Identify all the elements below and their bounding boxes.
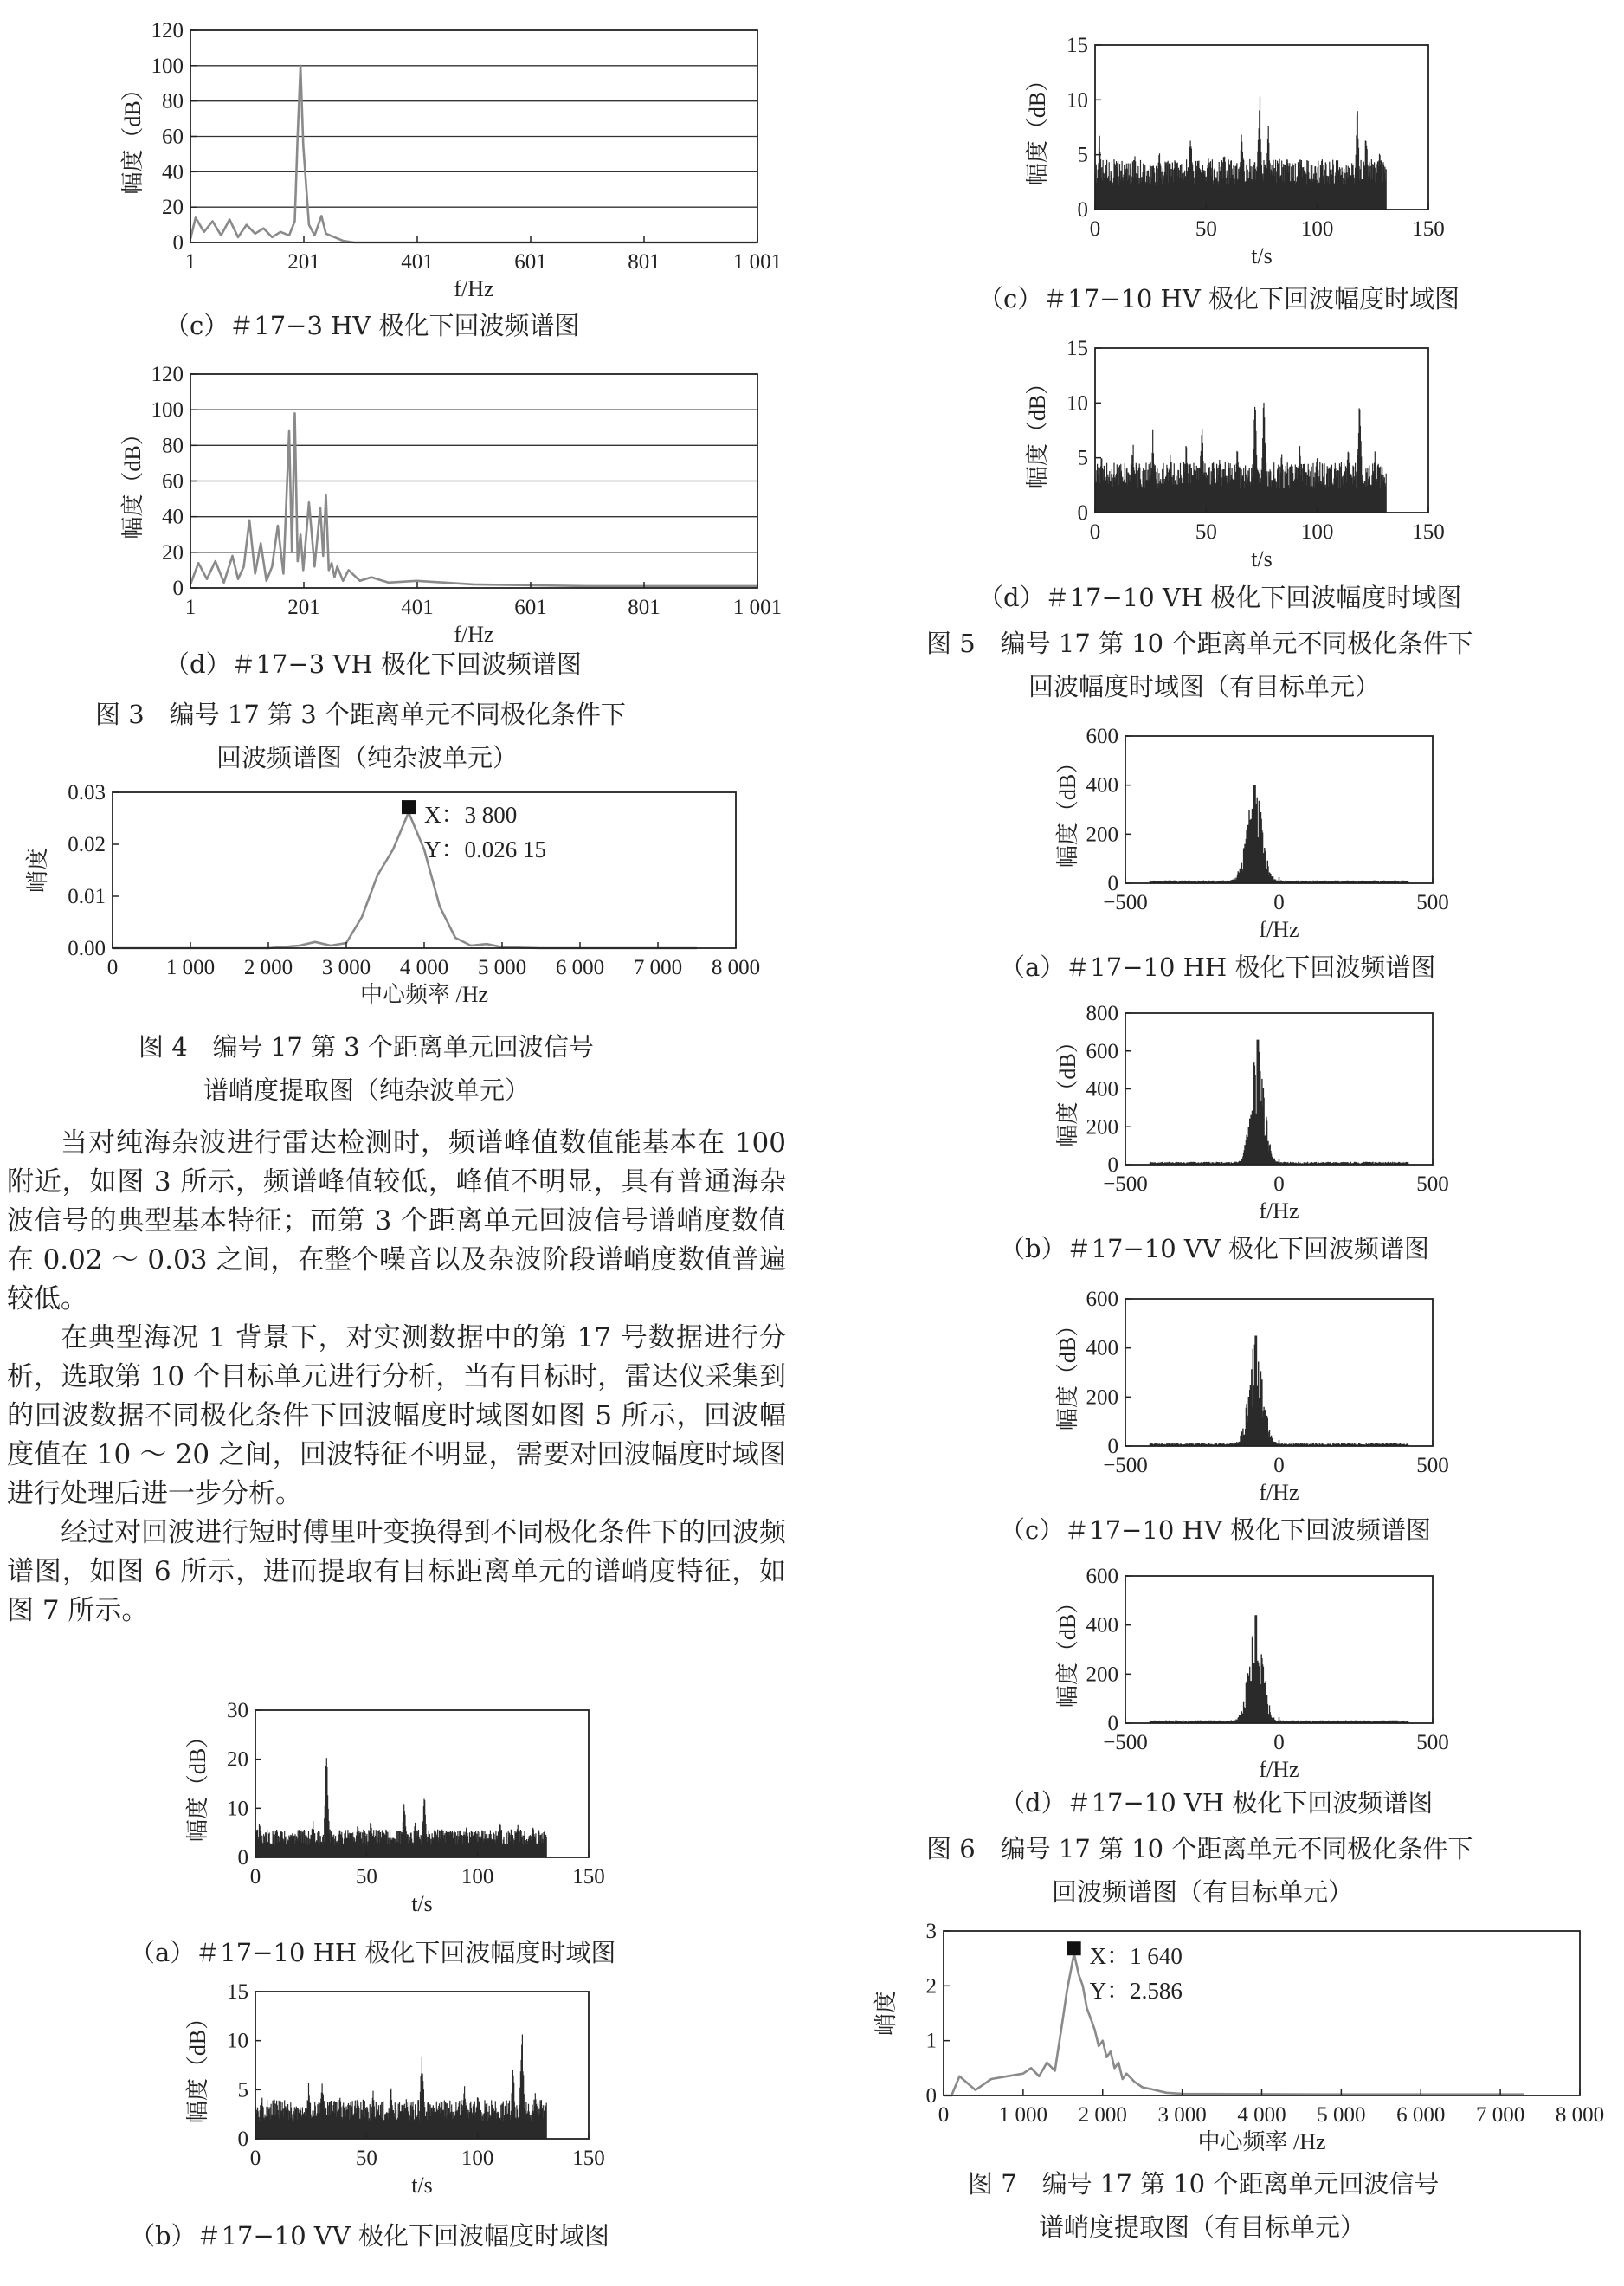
x-tick-label: 500	[1416, 1731, 1449, 1754]
y-tick-label: 5	[1077, 446, 1088, 470]
y-tick-label: 80	[162, 434, 184, 458]
figure-5-caption-line1: 图 5 编号 17 第 10 个距离单元不同极化条件下	[926, 629, 1473, 658]
series-line	[255, 2035, 546, 2140]
y-tick-label: 0	[1107, 1153, 1118, 1177]
x-axis-label: t/s	[1251, 243, 1273, 268]
y-tick-label: 100	[151, 398, 184, 423]
y-axis-label: 幅度（dB）	[1055, 1030, 1080, 1147]
series-line	[255, 1758, 546, 1857]
chart-fig3c	[113, 9, 788, 303]
chart-fig5d	[1004, 329, 1489, 572]
y-tick-label: 10	[1067, 88, 1088, 113]
x-tick-label: 3 000	[1157, 2103, 1207, 2127]
x-tick-label: 3 000	[321, 956, 371, 979]
x-tick-label: 0	[1273, 1731, 1285, 1754]
y-tick-label: 600	[1086, 1288, 1118, 1311]
x-tick-label: 50	[355, 2147, 377, 2170]
figure-5d-caption: （d）＃17−10 VH 极化下回波幅度时域图	[978, 583, 1462, 612]
x-tick-label: 2 000	[1078, 2103, 1127, 2127]
figure-3-caption-line2: 回波频谱图（纯杂波单元）	[216, 743, 519, 772]
x-tick-label: 0	[1273, 891, 1285, 914]
x-tick-label: 50	[355, 1865, 377, 1889]
series-line	[1150, 785, 1408, 883]
y-tick-label: 10	[227, 2029, 248, 2053]
x-tick-label: 1	[184, 250, 197, 274]
y-tick-label: 0	[237, 2128, 248, 2151]
y-tick-label: 600	[1086, 1565, 1118, 1588]
chart-fig6d	[1030, 1559, 1463, 1788]
figure-4	[0, 779, 788, 1013]
x-tick-label: 500	[1416, 1172, 1449, 1196]
x-tick-label: 6 000	[1396, 2103, 1446, 2127]
x-tick-label: 0	[1273, 1454, 1285, 1477]
plot-frame	[1125, 1576, 1433, 1723]
figure-5b-caption: （b）＃17−10 VV 极化下回波幅度时域图	[130, 2221, 609, 2250]
figure-5a	[164, 1697, 632, 1922]
y-tick-label: 20	[162, 196, 184, 220]
y-tick-label: 0	[172, 577, 184, 600]
y-tick-label: 10	[227, 1797, 248, 1821]
x-tick-label: 5 000	[477, 956, 527, 979]
chart-fig6c	[1030, 1282, 1463, 1511]
x-tick-label: 0	[106, 956, 119, 979]
x-axis-label: 中心频率 /Hz	[1197, 2129, 1326, 2154]
y-tick-label: 3	[925, 1920, 937, 1943]
y-tick-label: 40	[162, 160, 184, 184]
y-axis-label: 幅度（dB）	[120, 423, 145, 539]
figure-6b	[1030, 996, 1463, 1225]
x-tick-label: 100	[1300, 217, 1334, 241]
x-tick-label: 150	[1412, 217, 1445, 241]
paragraph: 经过对回波进行短时傅里叶变换得到不同极化条件下的回波频谱图，如图 6 所示，进而提取有目标距离单元的谱峭度特征，如图 7 所示。	[7, 1517, 786, 1626]
x-tick-label: 401	[401, 250, 434, 274]
y-tick-label: 15	[1067, 34, 1088, 57]
x-tick-label: 0	[249, 2147, 261, 2170]
x-tick-label: 0	[249, 1865, 261, 1889]
figure-6c	[1030, 1282, 1463, 1511]
series-line	[190, 413, 757, 586]
figure-6-caption-line2: 回波频谱图（有目标单元）	[1052, 1877, 1354, 1907]
y-tick-label: 5	[1077, 143, 1088, 167]
y-tick-label: 600	[1086, 1039, 1118, 1063]
chart-fig5c	[1004, 26, 1489, 268]
x-tick-label: 150	[572, 2147, 605, 2170]
series-line	[1150, 1040, 1408, 1165]
x-tick-label: −500	[1103, 1731, 1148, 1754]
x-axis-label: f/Hz	[1259, 917, 1299, 942]
y-tick-label: 120	[151, 19, 184, 42]
figure-6-caption-line1: 图 6 编号 17 第 10 个距离单元不同极化条件下	[926, 1834, 1473, 1863]
x-tick-label: 500	[1416, 1454, 1449, 1477]
figure-3d	[113, 355, 788, 645]
y-tick-label: 0	[1107, 1712, 1118, 1735]
x-tick-label: 150	[1412, 520, 1445, 544]
x-tick-label: 4 000	[1237, 2103, 1286, 2127]
x-tick-label: 500	[1416, 891, 1449, 914]
y-axis-label: 幅度（dB）	[1055, 1591, 1080, 1708]
y-tick-label: 400	[1086, 1077, 1118, 1101]
y-axis-label: 幅度（dB）	[1055, 751, 1080, 869]
chart-fig4	[0, 779, 788, 1013]
x-axis-label: f/Hz	[1259, 1480, 1299, 1505]
x-tick-label: 4 000	[399, 956, 449, 979]
x-tick-label: 601	[514, 250, 547, 274]
datatip-y: Y：0.026 15	[424, 836, 546, 863]
figure-6c-caption: （c）＃17−10 HV 极化下回波频谱图	[1000, 1515, 1432, 1545]
y-tick-label: 0	[1077, 501, 1088, 525]
x-axis-label: t/s	[411, 2173, 433, 2198]
y-tick-label: 200	[1086, 1115, 1118, 1140]
y-tick-label: 20	[227, 1747, 248, 1772]
series-line	[190, 66, 757, 242]
y-tick-label: 30	[227, 1699, 248, 1722]
x-tick-label: 0	[1089, 217, 1101, 241]
datatip-marker	[1067, 1941, 1081, 1955]
x-tick-label: 150	[572, 1865, 605, 1889]
y-tick-label: 0.01	[68, 885, 106, 908]
figure-3-caption-line1: 图 3 编号 17 第 3 个距离单元不同极化条件下	[95, 700, 626, 729]
plot-frame	[1125, 1299, 1433, 1446]
y-tick-label: 400	[1086, 1613, 1118, 1637]
x-axis-label: f/Hz	[454, 276, 494, 301]
series-line	[1095, 97, 1386, 210]
x-tick-label: −500	[1103, 891, 1148, 914]
figure-7-caption-line2: 谱峭度提取图（有目标单元）	[1039, 2212, 1366, 2242]
figure-5d	[1004, 329, 1489, 572]
figure-5c-caption: （c）＃17−10 HV 极化下回波幅度时域图	[978, 284, 1460, 313]
x-tick-label: 1 000	[165, 956, 216, 979]
series-line	[1095, 403, 1386, 513]
figure-3c-caption: （c）＃17−3 HV 极化下回波频谱图	[164, 311, 580, 340]
y-tick-label: 5	[237, 2078, 248, 2102]
y-tick-label: 0	[1107, 872, 1118, 895]
y-axis-label: 幅度（dB）	[1025, 68, 1050, 186]
y-tick-label: 20	[162, 540, 184, 565]
x-axis-label: f/Hz	[1259, 1198, 1299, 1224]
y-tick-label: 1	[925, 2029, 937, 2053]
chart-fig6b	[1030, 996, 1463, 1225]
y-tick-label: 0	[1107, 1435, 1118, 1458]
y-tick-label: 80	[162, 89, 184, 113]
x-axis-label: t/s	[411, 1891, 433, 1916]
y-axis-label: 幅度（dB）	[185, 1725, 210, 1843]
figure-5a-caption: （a）＃17−10 HH 极化下回波幅度时域图	[130, 1938, 616, 1967]
x-tick-label: 0	[1089, 520, 1101, 544]
y-tick-label: 15	[227, 1980, 248, 2004]
x-tick-label: 50	[1195, 217, 1217, 241]
x-tick-label: 401	[401, 596, 434, 619]
figure-5b	[164, 1979, 632, 2204]
y-axis-label: 幅度（dB）	[1025, 371, 1050, 489]
y-tick-label: 0.00	[68, 937, 106, 960]
figure-7-caption-line1: 图 7 编号 17 第 10 个距离单元回波信号	[968, 2169, 1440, 2199]
series-line	[113, 812, 697, 948]
x-tick-label: 1 001	[732, 250, 783, 274]
x-tick-label: 5 000	[1317, 2103, 1366, 2127]
x-tick-label: 201	[287, 250, 320, 274]
y-tick-label: 400	[1086, 773, 1118, 798]
y-tick-label: 0	[237, 1846, 248, 1869]
y-tick-label: 2	[925, 1974, 937, 1999]
x-tick-label: 8 000	[711, 956, 761, 979]
y-tick-label: 200	[1086, 1663, 1118, 1687]
x-tick-label: 801	[628, 596, 661, 619]
chart-fig6a	[1030, 719, 1463, 948]
y-axis-label: 幅度（dB）	[1055, 1314, 1080, 1431]
datatip-marker	[402, 800, 416, 814]
y-tick-label: 120	[151, 363, 184, 386]
x-tick-label: 7 000	[1476, 2103, 1525, 2127]
datatip-x: X：1 640	[1089, 1943, 1183, 1970]
x-tick-label: 6 000	[555, 956, 605, 979]
x-tick-label: 201	[287, 596, 320, 619]
y-tick-label: 200	[1086, 823, 1118, 847]
y-tick-label: 60	[162, 469, 184, 494]
x-tick-label: 1 001	[732, 596, 783, 619]
y-tick-label: 600	[1086, 725, 1118, 748]
x-tick-label: 100	[461, 2147, 494, 2170]
x-tick-label: 0	[1273, 1172, 1285, 1196]
body-text	[7, 1124, 786, 1631]
y-tick-label: 0	[1077, 198, 1088, 222]
figure-4-caption-line2: 谱峭度提取图（纯杂波单元）	[203, 1075, 531, 1105]
x-tick-label: 1	[184, 596, 197, 619]
x-tick-label: −500	[1103, 1172, 1148, 1196]
plot-frame	[1125, 1013, 1433, 1165]
y-tick-label: 10	[1067, 391, 1088, 416]
x-axis-label: f/Hz	[454, 622, 494, 647]
series-line	[944, 1953, 1524, 2096]
chart-fig3d	[113, 355, 788, 645]
chart-fig7	[844, 1914, 1623, 2154]
figure-6a	[1030, 719, 1463, 948]
x-axis-label: f/Hz	[1259, 1757, 1299, 1782]
x-tick-label: 50	[1195, 520, 1217, 544]
figure-7	[844, 1914, 1623, 2154]
plot-frame	[1125, 736, 1433, 883]
x-tick-label: 100	[1300, 520, 1334, 544]
x-tick-label: 8 000	[1555, 2103, 1605, 2127]
y-tick-label: 60	[162, 125, 184, 149]
y-tick-label: 200	[1086, 1385, 1118, 1410]
series-line	[1150, 1336, 1408, 1447]
y-tick-label: 800	[1086, 1002, 1118, 1025]
y-tick-label: 100	[151, 54, 184, 78]
figure-5-caption-line2: 回波幅度时域图（有目标单元）	[1028, 672, 1381, 701]
paragraph: 在典型海况 1 背景下，对实测数据中的第 17 号数据进行分析，选取第 10 个目标单元进行分析，当有目标时，雷达仪采集到的回波数据不同极化条件下回波幅度时域图如图 5 所示，回波幅度值在 10 ～ 20 之间，回波特征不明显，需要对回波幅度时域图进行处理后进一步分析。	[7, 1322, 786, 1509]
series-line	[1150, 1615, 1408, 1723]
y-tick-label: 0.03	[68, 781, 106, 804]
y-axis-label: 峭度	[25, 847, 50, 894]
figure-6b-caption: （b）＃17−10 VV 极化下回波频谱图	[1000, 1234, 1429, 1263]
y-tick-label: 0.02	[68, 833, 106, 856]
x-tick-label: 2 000	[243, 956, 293, 979]
y-axis-label: 幅度（dB）	[185, 2006, 210, 2124]
y-tick-label: 15	[1067, 337, 1088, 360]
y-tick-label: 0	[925, 2084, 937, 2108]
x-tick-label: 601	[514, 596, 547, 619]
figure-5c	[1004, 26, 1489, 268]
y-tick-label: 0	[172, 231, 184, 255]
x-tick-label: 1 000	[998, 2103, 1047, 2127]
x-tick-label: 801	[628, 250, 661, 274]
x-tick-label: 0	[938, 2103, 950, 2127]
y-tick-label: 40	[162, 505, 184, 529]
figure-4-caption-line1: 图 4 编号 17 第 3 个距离单元回波信号	[139, 1032, 594, 1062]
figure-6d	[1030, 1559, 1463, 1788]
y-tick-label: 400	[1086, 1336, 1118, 1360]
x-tick-label: 100	[461, 1865, 494, 1889]
datatip-x: X：3 800	[424, 802, 518, 829]
paragraph: 当对纯海杂波进行雷达检测时，频谱峰值数值能基本在 100 附近，如图 3 所示，频谱峰值较低，峰值不明显，具有普通海杂波信号的典型基本特征；而第 3 个距离单元回波信号谱峭度数值在 0.02 ～ 0.03 之间，在整个噪音以及杂波阶段谱峭度数值普遍较低。	[7, 1127, 786, 1314]
y-axis-label: 峭度	[873, 1990, 899, 2037]
datatip-y: Y：2.586	[1089, 1978, 1183, 2005]
figure-6d-caption: （d）＃17−10 VH 极化下回波频谱图	[1000, 1788, 1434, 1818]
chart-fig5a	[164, 1697, 632, 1922]
x-tick-label: 7 000	[633, 956, 683, 979]
plot-frame	[944, 1931, 1580, 2096]
chart-fig5b	[164, 1979, 632, 2204]
y-axis-label: 幅度（dB）	[120, 78, 145, 195]
x-tick-label: −500	[1103, 1454, 1148, 1477]
x-axis-label: 中心频率 /Hz	[359, 982, 489, 1007]
figure-6a-caption: （a）＃17−10 HH 极化下回波频谱图	[1000, 953, 1436, 982]
x-axis-label: t/s	[1251, 546, 1273, 572]
figure-3c	[113, 9, 788, 303]
figure-3d-caption: （d）＃17−3 VH 极化下回波频谱图	[164, 649, 582, 679]
